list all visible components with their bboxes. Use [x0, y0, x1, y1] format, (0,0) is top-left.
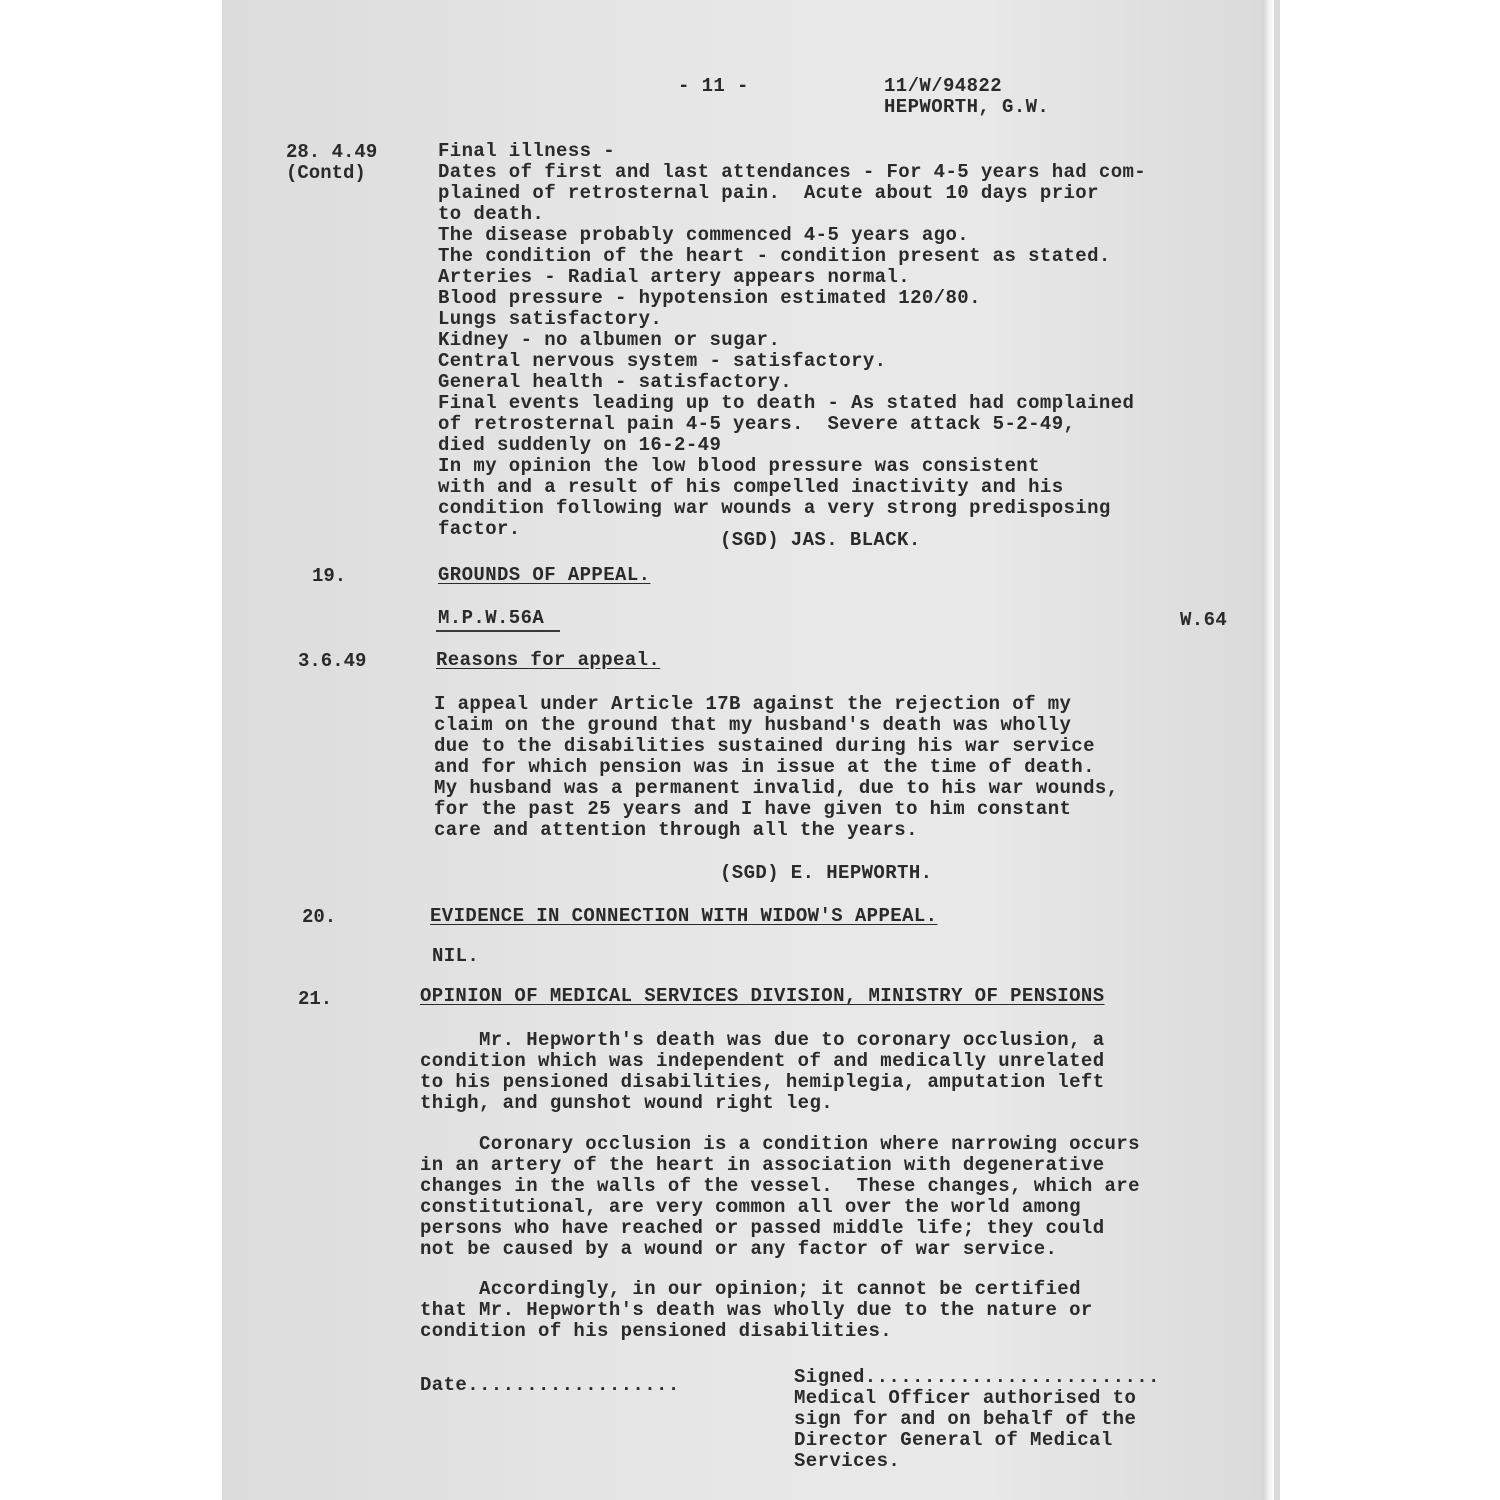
report-line: Blood pressure - hypotension estimated 120/80. [438, 287, 981, 309]
opinion-line: persons who have reached or passed middle life; they could [420, 1217, 1105, 1239]
report-line: In my opinion the low blood pressure was consistent [438, 455, 1040, 477]
form-underline [436, 630, 560, 632]
report-line: Dates of first and last attendances - For 4-5 years had com- [438, 161, 1147, 183]
appeal-line: due to the disabilities sustained during his war service [434, 735, 1095, 757]
opinion-line: condition which was independent of and medically unrelated [420, 1050, 1105, 1072]
section-20-body: NIL. [432, 945, 480, 967]
file-reference: 11/W/94822 [884, 75, 1003, 97]
report-line: Final events leading up to death - As stated had complained [438, 392, 1135, 414]
section-21-number: 21. [298, 988, 333, 1010]
report-line: of retrosternal pain 4-5 years. Severe attack 5-2-49, [438, 413, 1076, 435]
opinion-paragraph-3 [420, 1279, 1093, 1342]
subject-name: HEPWORTH, G.W. [884, 96, 1050, 118]
opinion-line: Accordingly, in our opinion; it cannot be certified [420, 1278, 1081, 1300]
appeal-line: for the past 25 years and I have given to him constant [434, 798, 1072, 820]
appeal-line: and for which pension was in issue at the time of death. [434, 756, 1095, 778]
section-19-heading: GROUNDS OF APPEAL. [438, 564, 651, 586]
opinion-line: Coronary occlusion is a condition where narrowing occurs [420, 1133, 1140, 1155]
signer-line: Services. [794, 1450, 901, 1472]
appeal-line: I appeal under Article 17B against the rejection of my [434, 693, 1072, 715]
report-line: General health - satisfactory. [438, 371, 793, 393]
opinion-line: in an artery of the heart in association with degenerative [420, 1154, 1105, 1176]
signer-line: sign for and on behalf of the [794, 1408, 1137, 1430]
signer-authority [794, 1388, 1136, 1472]
opinion-line: that Mr. Hepworth's death was wholly due to the nature or [420, 1299, 1093, 1321]
signer-line: Medical Officer authorised to [794, 1387, 1137, 1409]
signature-jas-black: (SGD) JAS. BLACK. [720, 529, 921, 551]
report-line: Lungs satisfactory. [438, 308, 663, 330]
appeal-line: claim on the ground that my husband's death was wholly [434, 714, 1072, 736]
report-line: plained of retrosternal pain. Acute about 10 days prior [438, 182, 1099, 204]
margin-reference: W.64 [1180, 609, 1228, 631]
opinion-line: not be caused by a wound or any factor of war service. [420, 1238, 1058, 1260]
report-line: with and a result of his compelled inactivity and his [438, 476, 1064, 498]
report-line: Central nervous system - satisfactory. [438, 350, 887, 372]
opinion-line: condition of his pensioned disabilities. [420, 1320, 893, 1342]
entry-contd: (Contd) [286, 162, 366, 184]
section-20-number: 20. [302, 906, 337, 928]
report-line: Final illness - [438, 140, 616, 162]
opinion-line: constitutional, are very common all over the world among [420, 1196, 1081, 1218]
report-line: Kidney - no albumen or sugar. [438, 329, 781, 351]
medical-report-text [438, 141, 1146, 540]
report-line: to death. [438, 203, 545, 225]
appeal-line: My husband was a permanent invalid, due to his war wounds, [434, 777, 1119, 799]
date-field: Date.................. [420, 1374, 680, 1396]
page-edge [1262, 0, 1274, 1500]
opinion-line: thigh, and gunshot wound right leg. [420, 1092, 834, 1114]
opinion-line: Mr. Hepworth's death was due to coronary occlusion, a [420, 1029, 1105, 1051]
signed-field: Signed......................... [794, 1366, 1160, 1388]
appeal-text [434, 694, 1119, 841]
opinion-paragraph-2 [420, 1134, 1140, 1260]
report-line: condition following war wounds a very strong predisposing [438, 497, 1111, 519]
page-number: - 11 - [678, 75, 749, 97]
report-line: The condition of the heart - condition present as stated. [438, 245, 1111, 267]
opinion-line: to his pensioned disabilities, hemiplegia, amputation left [420, 1071, 1105, 1093]
opinion-paragraph-1 [420, 1030, 1105, 1114]
form-reference: M.P.W.56A [438, 607, 545, 629]
report-line: The disease probably commenced 4-5 years ago. [438, 224, 970, 246]
report-line: died suddenly on 16-2-49 [438, 434, 722, 456]
signer-line: Director General of Medical [794, 1429, 1113, 1451]
reasons-heading: Reasons for appeal. [436, 649, 661, 671]
entry-date: 28. 4.49 [286, 141, 378, 163]
section-19-number: 19. [312, 565, 347, 587]
opinion-line: changes in the walls of the vessel. These changes, which are [420, 1175, 1140, 1197]
appeal-line: care and attention through all the years. [434, 819, 918, 841]
report-line: factor. [438, 518, 521, 540]
section-21-heading: OPINION OF MEDICAL SERVICES DIVISION, MINISTRY OF PENSIONS [420, 985, 1105, 1007]
section-20-heading: EVIDENCE IN CONNECTION WITH WIDOW'S APPEAL. [430, 905, 938, 927]
report-line: Arteries - Radial artery appears normal. [438, 266, 911, 288]
appeal-date: 3.6.49 [298, 650, 367, 672]
signature-e-hepworth: (SGD) E. HEPWORTH. [720, 862, 933, 884]
